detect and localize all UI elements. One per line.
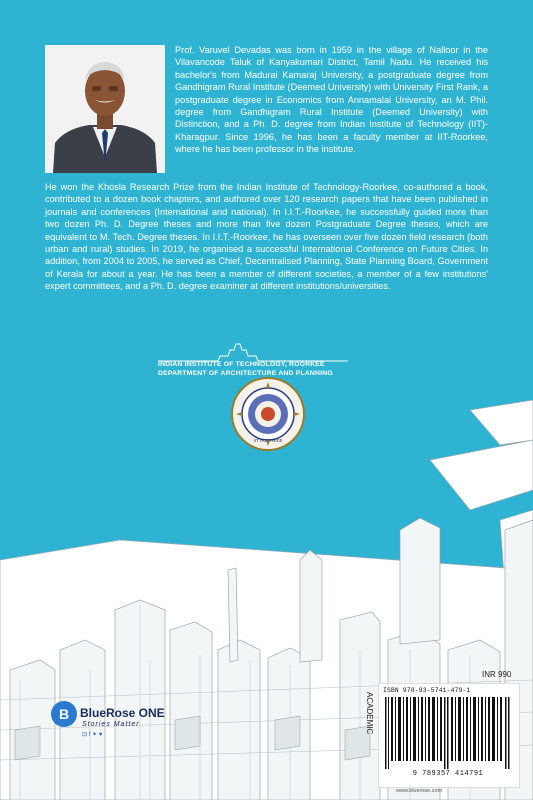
social-icons: ⊡ f ✦ ♥ (82, 732, 103, 738)
author-bio-achievements: He won the Khosla Research Prize from the Indian Institute of Technology-Roorkee, co-authored a book, contributed to a dozen book chapters, and authored over 120 research papers that have been published in journals and conferences (International and national). In I.I.T.-Roorkee, he successfully guided more than two dozen Ph. D. Degree theses and more than five dozen Postgraduate Degree theses, which are equivalent to M. Tech. Degree theses. In I.I.T.-Roorkee, he has overseen over five dozen field research (both urban and rural) studies. In 2019, he organised a successful International Conference on Future Cities. In addition, from 2004 to 2005, he served as Chief, Decentralised Planning, State Planning Board, Government of Kerala for about a year. He has been a member of different societies, a member of a few institutions' expert committees, and a Ph. D. degree examiner at different institutions/universities. (45, 182, 488, 292)
publisher-logo-icon (50, 700, 78, 728)
publisher-website[interactable]: www.bluerose.com (396, 788, 443, 794)
isbn-barcode-panel (378, 683, 520, 788)
publisher-name: BlueRose ONE (80, 706, 165, 720)
institution-skyline-line (158, 340, 348, 362)
barcode (385, 697, 511, 769)
author-photo (45, 45, 165, 173)
isbn-digits: 9 789357 414791 (412, 770, 484, 778)
institution-line-1: INDIAN INSTITUTE OF TECHNOLOGY, ROORKEE (158, 361, 325, 368)
svg-text:IIT ROORKEE: IIT ROORKEE (253, 438, 283, 443)
category-label (360, 690, 374, 770)
author-bio-intro: Prof. Varuvel Devadas was born in 1959 in the village of Nalloor in the Vilavancode Taluk of Kanyakumari District, Tamil Nadu. He received his bachelor's from Madurai Kamaraj University, a postgraduate degree from Gandhigram Rural Institute (Deemed University) with University First Rank, a postgraduate degree in Economics from Annamalai University, an M. Phil. degree from Gandhigram Rural Institute (Deemed University) with Distinction, and a Ph. D. degree from Indian Institute of Technology (IIT)-Kharagpur. Since 1996, he has been a faculty member at IIT-Roorkee, where he has been professor in the institute. (175, 45, 488, 155)
price-label: INR 990 (482, 670, 512, 679)
svg-text:B: B (58, 706, 70, 722)
isbn-label: ISBN 978-93-5741-479-1 (383, 687, 471, 694)
publisher-tagline: Stories Matter (82, 721, 140, 728)
institution-line-2: DEPARTMENT OF ARCHITECTURE AND PLANNING (158, 370, 333, 377)
category-text: ACADEMIC (365, 692, 374, 735)
